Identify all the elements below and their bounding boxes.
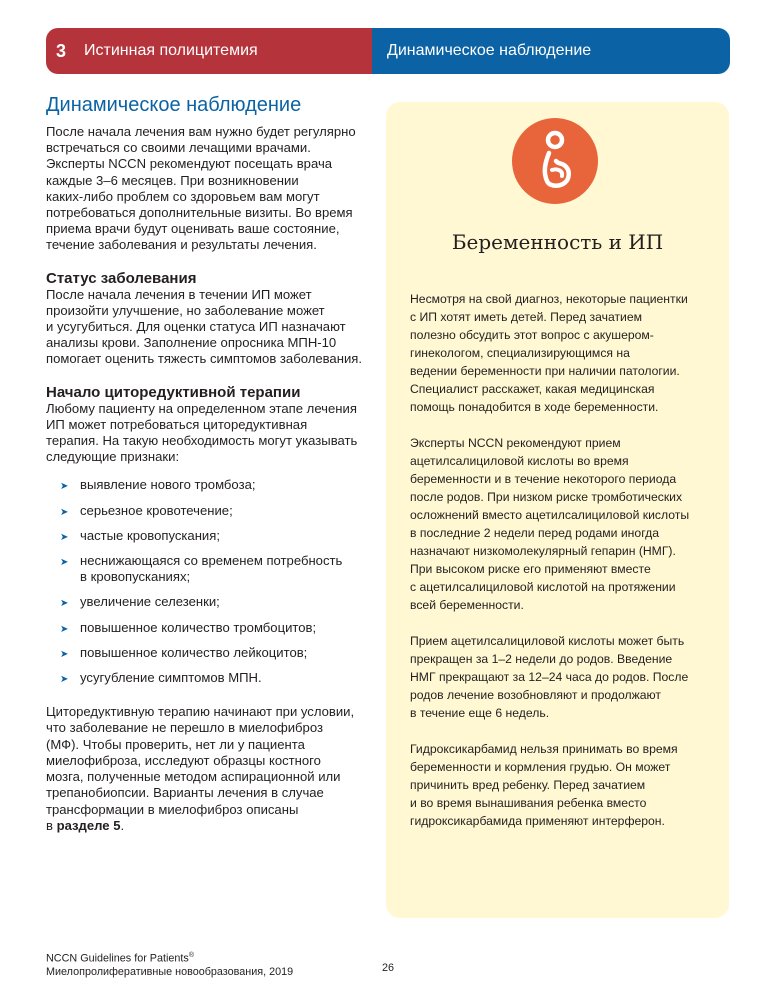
criteria-list <box>46 477 374 686</box>
final-end: . <box>120 817 125 833</box>
list-item-text: выявление нового тромбоза; <box>80 477 256 493</box>
list-item-text: увеличение селезенки; <box>80 594 220 610</box>
sidebar-paragraph: Гидроксикарбамид нельзя принимать во время беременности и кормления грудью. Он может причинить вред ребенку. Перед зачатием и во время вынашивания ребенка вместо гидроксикарбамида применяют интерферон. <box>410 742 678 828</box>
main-column <box>46 92 374 834</box>
sidebar-paragraph: Эксперты NCCN рекомендуют прием ацетилсалициловой кислоты во время беременности и в течение некоторого периода после родов. При низком риске тромботических осложнений вместо ацетилсалициловой кислоты в последние 2 недели перед родами иногда назначают низкомолекулярный гепарин (НМГ). При высоком риске его применяют вместе с ацетилсалициловой кислотой на протяжении всей беременности. <box>410 436 690 612</box>
intro-paragraph: После начала лечения вам нужно будет регулярно встречаться со своими лечащими врачами. Эксперты NCCN рекомендуют посещать врача каждые 3–6 месяцев. При возникновении каких-либо проблем со здоровьем вам могут потребоваться дополнительные визиты. Во время приема врачи будут оценивать ваше состояние, течение заболевания и результаты лечения. <box>46 124 356 253</box>
list-item-text: серьезное кровотечение; <box>80 502 233 518</box>
list-item <box>46 477 374 493</box>
chevron-right-icon: ➤ <box>60 506 69 518</box>
chevron-right-icon: ➤ <box>60 598 69 610</box>
sidebar-title: Беременность и ИП <box>451 230 664 254</box>
list-item <box>46 594 374 610</box>
list-item-text: неснижающаяся со временем потребность в кровопусканиях; <box>80 553 343 585</box>
list-item <box>46 645 374 661</box>
status-heading: Статус заболевания <box>46 269 197 287</box>
pregnancy-icon <box>512 118 598 204</box>
final-text: Циторедуктивную терапию начинают при условии, что заболевание не перешло в миелофиброз (МФ). Чтобы проверить, нет ли у пациента миелофиброза, исследуют образцы костного мозга, полученные методом аспирационной или трепанобиопсии. Варианты лечения в случае трансформации в миелофиброз описаны в <box>46 704 355 833</box>
list-item-text: повышенное количество тромбоцитов; <box>80 619 317 635</box>
page-title: Динамическое наблюдение <box>46 94 302 116</box>
page-footer <box>46 949 293 979</box>
footer-guidelines: NCCN Guidelines for Patients <box>46 952 189 965</box>
section-tab[interactable] <box>372 28 730 74</box>
list-item-text: частые кровопускания; <box>80 527 220 543</box>
therapy-paragraph: Любому пациенту на определенном этапе лечения ИП может потребоваться циторедуктивная терапия. На такую необходимость могут указывать следующие признаки: <box>46 400 358 465</box>
sidebar-paragraph: Прием ацетилсалициловой кислоты может быть прекращен за 1–2 недели до родов. Введение НМГ прекращают за 12–24 часа до родов. После родов лечение возобновляют и продолжают в течение еще 6 недель. <box>410 634 689 720</box>
chevron-right-icon: ➤ <box>60 481 69 493</box>
section-title-header: Динамическое наблюдение <box>387 42 592 59</box>
list-item <box>46 528 374 544</box>
status-paragraph: После начала лечения в течении ИП может произойти улучшение, но заболевание может и усугубиться. Для оценки статуса ИП назначают анализы крови. Заполнение опросника МПН-10 помогает оценить тяжесть симптомов заболевания. <box>46 286 362 367</box>
list-item-text: повышенное количество лейкоцитов; <box>80 644 308 660</box>
chevron-right-icon: ➤ <box>60 531 69 543</box>
footer-line-1 <box>46 949 293 966</box>
list-item-text: усугубление симптомов МПН. <box>80 670 262 686</box>
sidebar-body <box>410 290 710 848</box>
chevron-right-icon: ➤ <box>60 674 69 686</box>
pregnancy-sidebar <box>386 102 729 918</box>
chapter-title: Истинная полицитемия <box>84 42 258 59</box>
chevron-right-icon: ➤ <box>60 557 69 569</box>
list-item <box>46 503 374 519</box>
list-item <box>46 670 374 686</box>
chevron-right-icon: ➤ <box>60 648 69 660</box>
list-item <box>46 553 374 585</box>
page-number: 26 <box>382 962 395 974</box>
therapy-heading: Начало циторедуктивной терапии <box>46 383 301 401</box>
chapter-number: 3 <box>56 40 67 61</box>
registered-mark: ® <box>188 952 194 959</box>
chevron-right-icon: ➤ <box>60 623 69 635</box>
final-paragraph <box>46 704 374 834</box>
list-item <box>46 620 374 636</box>
sidebar-paragraph: Несмотря на свой диагноз, некоторые пациентки с ИП хотят иметь детей. Перед зачатием полезно обсудить этот вопрос с акушером- гинекологом, специализирующимся на ведении беременности при наличии патологии. Специалист расскажет, какая медицинская помощь понадобится в ходе беременности. <box>410 292 688 414</box>
section-5-link[interactable]: разделе 5 <box>56 817 121 833</box>
footer-line-2: Миелопролиферативные новообразования, 2019 <box>46 965 294 978</box>
chapter-tab[interactable] <box>46 28 372 74</box>
page-header <box>46 28 730 74</box>
